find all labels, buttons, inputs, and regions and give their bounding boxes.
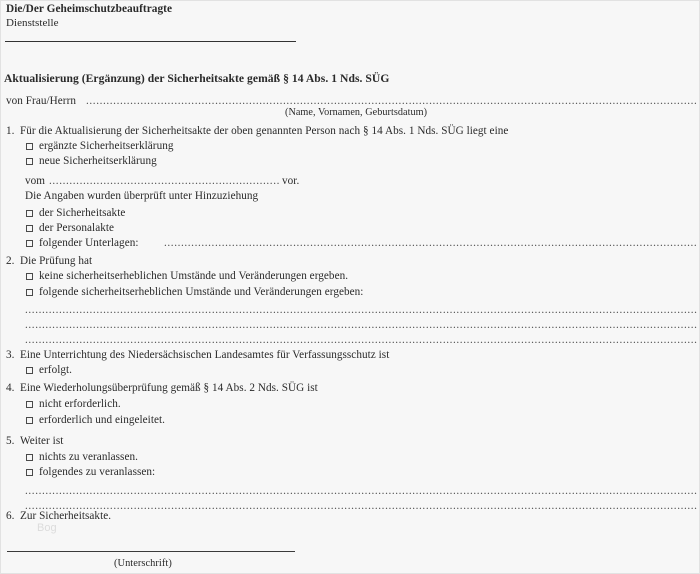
header-office-line: Die/Der Geheimschutzbeauftragte xyxy=(6,3,173,15)
checkbox-item-4-option-1[interactable] xyxy=(26,401,33,408)
document-title: Aktualisierung (Ergänzung) der Sicherheitsakte gemäß § 14 Abs. 1 Nds. SÜG xyxy=(4,72,390,85)
item-1-suboption-3-fill-line[interactable] xyxy=(164,237,698,250)
item-2-number: 2. xyxy=(6,255,15,267)
header-department-line: Dienststelle xyxy=(6,17,59,29)
item-1-suboption-1-label: der Sicherheitsakte xyxy=(39,207,126,219)
item-5-option-2-label: folgendes zu veranlassen: xyxy=(39,466,156,478)
item-3-text: Eine Unterrichtung des Niedersächsischen Landesamtes für Verfassungsschutz ist xyxy=(20,349,390,361)
item-5-fill-line-1[interactable] xyxy=(25,485,698,498)
checkbox-item-1-suboption-2[interactable] xyxy=(26,225,33,232)
checkbox-item-1-suboption-3[interactable] xyxy=(26,240,33,247)
person-line-label: von Frau/Herrn xyxy=(6,95,76,107)
item-1-number: 1. xyxy=(6,125,15,137)
item-6-text: Zur Sicherheitsakte. xyxy=(20,510,112,522)
item-2-fill-line-2[interactable] xyxy=(25,319,698,332)
checkbox-item-1-option-1[interactable] xyxy=(26,143,33,150)
item-2-fill-line-3[interactable] xyxy=(25,334,698,347)
item-1-suboption-2-label: der Personalakte xyxy=(39,222,115,234)
item-4-number: 4. xyxy=(6,382,15,394)
header-divider-rule xyxy=(5,41,296,42)
checkbox-item-2-option-1[interactable] xyxy=(26,273,33,280)
item-1-option-2-label: neue Sicherheitserklärung xyxy=(39,155,157,167)
item-4-option-1-label: nicht erforderlich. xyxy=(39,398,121,410)
item-3-option-1-label: erfolgt. xyxy=(39,364,73,376)
item-2-option-1-label: keine sicherheitserheblichen Umstände und Veränderungen ergeben. xyxy=(39,270,349,282)
checkbox-item-5-option-2[interactable] xyxy=(26,469,33,476)
checkbox-item-4-option-2[interactable] xyxy=(26,417,33,424)
item-1-option-1-label: ergänzte Sicherheitserklärung xyxy=(39,140,174,152)
item-3-number: 3. xyxy=(6,349,15,361)
checkbox-item-1-option-2[interactable] xyxy=(26,158,33,165)
item-6-number: 6. xyxy=(6,510,15,522)
item-4-text: Eine Wiederholungsüberprüfung gemäß § 14 Abs. 2 Nds. SÜG ist xyxy=(20,382,318,394)
item-2-fill-line-1[interactable] xyxy=(25,304,698,317)
person-line-caption: (Name, Vornamen, Geburtsdatum) xyxy=(285,107,428,118)
item-2-option-2-label: folgende sicherheitserheblichen Umstände und Veränderungen ergeben: xyxy=(39,286,364,298)
checkbox-item-2-option-2[interactable] xyxy=(26,289,33,296)
checkbox-item-3-option-1[interactable] xyxy=(26,367,33,374)
form-sheet xyxy=(1,1,700,574)
checkbox-item-5-option-1[interactable] xyxy=(26,454,33,461)
item-1-subtext: Die Angaben wurden überprüft unter Hinzuziehung xyxy=(25,190,259,202)
item-5-text: Weiter ist xyxy=(20,435,64,447)
item-1-date-fill-line[interactable] xyxy=(49,175,279,188)
item-5-fill-line-2[interactable] xyxy=(25,500,698,513)
item-4-option-2-label: erforderlich und eingeleitet. xyxy=(39,414,166,426)
signature-rule xyxy=(7,551,295,552)
item-1-date-suffix: vor. xyxy=(282,175,300,187)
faint-scan-artifact: Bog xyxy=(37,522,57,534)
item-1-date-prefix: vom xyxy=(25,175,46,187)
checkbox-item-1-suboption-1[interactable] xyxy=(26,210,33,217)
item-5-number: 5. xyxy=(6,435,15,447)
item-1-suboption-3-label: folgender Unterlagen: xyxy=(39,237,139,249)
item-1-text: Für die Aktualisierung der Sicherheitsakte der oben genannten Person nach § 14 Abs. 1 Nds. SÜG liegt eine xyxy=(20,125,509,137)
item-2-text: Die Prüfung hat xyxy=(20,255,93,267)
signature-caption: (Unterschrift) xyxy=(114,558,172,569)
item-5-option-1-label: nichts zu veranlassen. xyxy=(39,451,138,463)
